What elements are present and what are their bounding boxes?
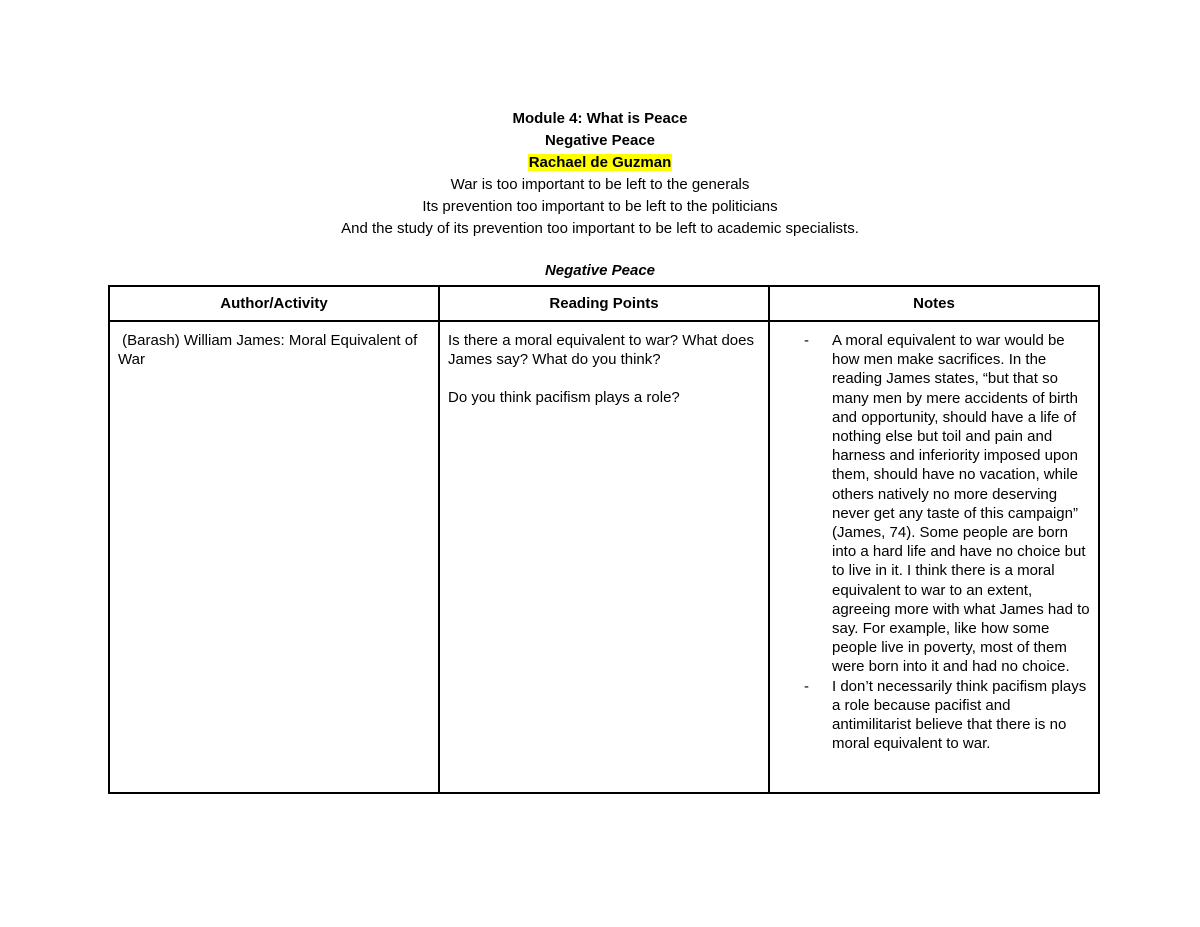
quote-line-3: And the study of its prevention too important to be left to academic specialists. — [341, 220, 859, 237]
note-text-1: A moral equivalent to war would be how men make sacrifices. In the reading James states, “but that so many men by mere accidents of birth and opportunity, should have a life of nothing else but toil and pain and harness and inferiority imposed upon them, should have no vacation, while others natively no more deserving never get any taste of this campaign” (James, 74). Some people are born into a hard life and have no choice but to live in it. I think there is a moral equivalent to war to an extent, agreeing more with what James had to say. For example, like how some people live in poverty, most of them were born into it and had no choice. — [832, 332, 1090, 676]
note-bullet-dash: - — [804, 677, 809, 695]
quote-line-2: Its prevention too important to be left to the politicians — [422, 198, 778, 215]
table-title: Negative Peace — [544, 262, 656, 279]
author-activity-cell — [109, 321, 439, 793]
quote-line-1: War is too important to be left to the generals — [450, 176, 750, 193]
author-name-line — [0, 152, 1200, 174]
note-bullet-dash: - — [804, 332, 809, 349]
note-item-2 — [778, 677, 1092, 754]
note-item-1 — [778, 331, 1092, 677]
reading-point-2: Do you think pacifism plays a role? — [448, 389, 680, 407]
document-subtitle: Negative Peace — [544, 132, 656, 149]
author-activity-text: (Barash) William James: Moral Equivalent of War — [118, 332, 422, 369]
table-row — [109, 321, 1099, 793]
column-header-notes: Notes — [769, 286, 1099, 321]
module-title: Module 4: What is Peace — [512, 110, 688, 127]
table-header-row — [109, 286, 1099, 321]
reading-points-cell — [439, 321, 769, 793]
reading-table — [108, 285, 1100, 794]
reading-point-1: Is there a moral equivalent to war? What does James say? What do you think? — [448, 332, 754, 369]
document-header — [0, 108, 1200, 240]
column-header-author-activity: Author/Activity — [109, 286, 439, 321]
author-name: Rachael de Guzman — [528, 154, 672, 171]
notes-cell — [769, 321, 1099, 793]
note-text-2: I don’t necessarily think pacifism plays a role because pacifist and antimilitarist believe that there is no moral equivalent to war. — [832, 677, 1087, 753]
notes-list — [778, 331, 1092, 753]
column-header-reading-points: Reading Points — [439, 286, 769, 321]
